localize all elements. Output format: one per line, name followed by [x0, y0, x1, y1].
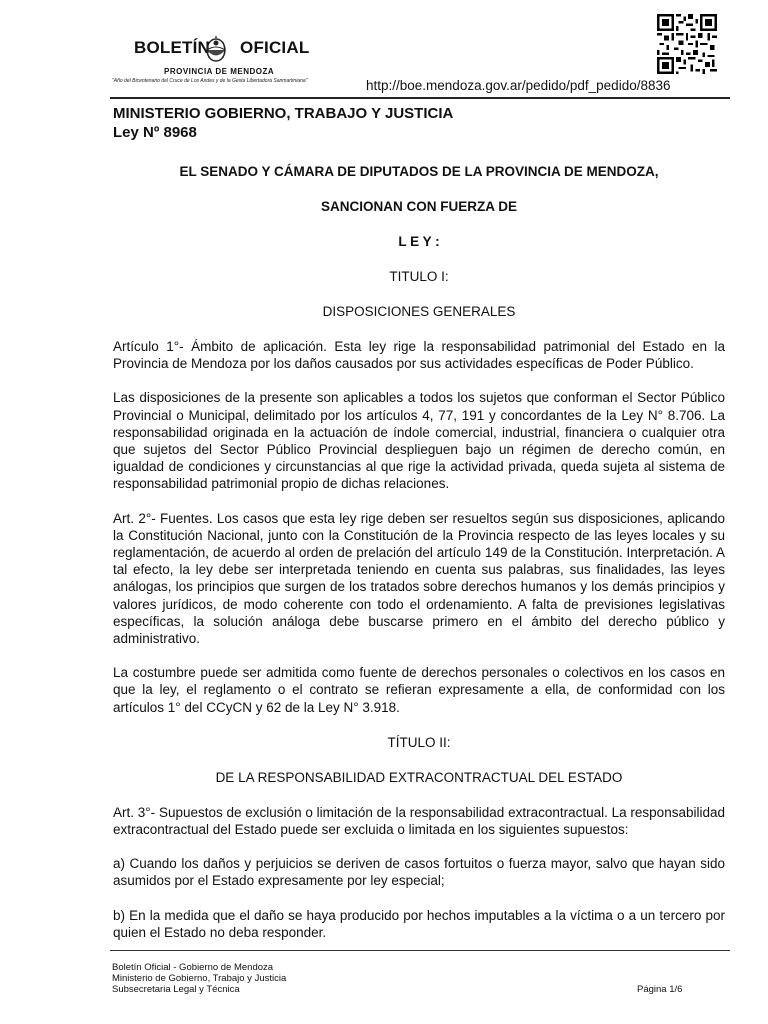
footer-divider [110, 950, 730, 951]
logo-motto: "Año del Bicentenario del Cruce de Los Andes y de la Gesta Libertadora Sanmartiniana" [112, 78, 308, 84]
logo-word-boletin: BOLETÍN [134, 38, 211, 57]
footer-line-3: Subsecretaria Legal y Técnica [112, 984, 240, 995]
article-2-paragraph-2: La costumbre puede ser admitida como fuente de derechos personales o colectivos en los casos en que la ley, el reglamento o el contrato se refieran expresamente a ella, de conformidad con los artículos 1° del CCyCN y 62 de la Ley N° 3.918. [113, 665, 725, 715]
footer-line-1: Boletín Oficial - Gobierno de Mendoza [112, 962, 274, 973]
law-number: Ley Nº 8968 [113, 124, 197, 141]
titulo-2: TÍTULO II: [387, 734, 451, 750]
logo-word-oficial: OFICIAL [240, 38, 310, 57]
titulo-1: TITULO I: [389, 269, 449, 284]
document-url[interactable]: http://boe.mendoza.gov.ar/pedido/pdf_pedido/8836 [366, 78, 671, 93]
article-1: Artículo 1°- Ámbito de aplicación. Esta ley rige la responsabilidad patrimonial del Estado en la Provincia de Mendoza por los daños causados por sus actividades específicas de Poder Público. [113, 339, 725, 372]
logo-province: PROVINCIA DE MENDOZA [164, 67, 275, 76]
article-1-paragraph-2: Las disposiciones de la presente son aplicables a todos los sujetos que conforman el Sector Público Provincial o Municipal, delimitado por los artículos 4, 77, 191 y concordantes de la Ley N° 8.706. La responsabilidad originada en la actuación de índole comercial, industrial, financiera o cualquier otra que sujetos del Sector Público Provincial desplieguen bajo un régimen de derecho común, en igualdad de condiciones y circunstancias al que rige la actividad privada, queda sujeta al sistema de responsabilidad patrimonial propio de dichas relaciones. [113, 390, 725, 492]
article-3-item-b: b) En la medida que el daño se haya producido por hechos imputables a la víctima o a un tercero por quien el Estado no deba responder. [113, 907, 725, 940]
page-header [0, 0, 768, 100]
sanction-line: SANCIONAN CON FUERZA DE [320, 199, 517, 214]
header-divider [110, 97, 730, 99]
footer-line-2: Ministerio de Gobierno, Trabajo y Justicia [112, 973, 287, 984]
qr-code-icon [657, 14, 717, 74]
article-2: Art. 2°- Fuentes. Los casos que esta ley rige deben ser resueltos según sus disposiciones, aplicando la Constitución Nacional, junto con la Constitución de la Provincia respecto de las leyes locales y su reglamentación, de acuerdo al orden de prelación del artículo 149 de la Constitución. Interpretación. A tal efecto, la ley debe ser interpretada teniendo en cuenta sus palabras, sus finalidades, las leyes análogas, los principios que surgen de los tratados sobre derechos humanos y los demás principios y valores jurídicos, de modo coherente con todo el ordenamiento. A falta de previsiones legislativas específicas, la solución análoga debe buscarse primero en el ámbito del derecho público y administrativo. [113, 510, 725, 647]
page-footer [112, 962, 286, 995]
page-number: Página 1/6 [637, 984, 683, 995]
document-body [113, 104, 725, 941]
article-3: Art. 3°- Supuestos de exclusión o limitación de la responsabilidad extracontractual. La responsabilidad extracontractual del Estado puede ser excluida o limitada en los siguientes supuestos: [113, 804, 725, 838]
titulo-1-name: DISPOSICIONES GENERALES [322, 304, 516, 319]
ley-heading: L E Y : [398, 234, 440, 249]
boletin-oficial-logo [112, 32, 332, 88]
senate-line: EL SENADO Y CÁMARA DE DIPUTADOS DE LA PROVINCIA DE MENDOZA, [179, 164, 659, 179]
article-3-item-a: a) Cuando los daños y perjuicios se deriven de casos fortuitos o fuerza mayor, salvo que hayan sido asumidos por el Estado expresamente por ley especial; [113, 856, 725, 889]
titulo-2-name: DE LA RESPONSABILIDAD EXTRACONTRACTUAL DEL ESTADO [215, 769, 623, 785]
ministry-heading: MINISTERIO GOBIERNO, TRABAJO Y JUSTICIA [113, 105, 454, 122]
provincial-crest-icon [204, 34, 228, 64]
